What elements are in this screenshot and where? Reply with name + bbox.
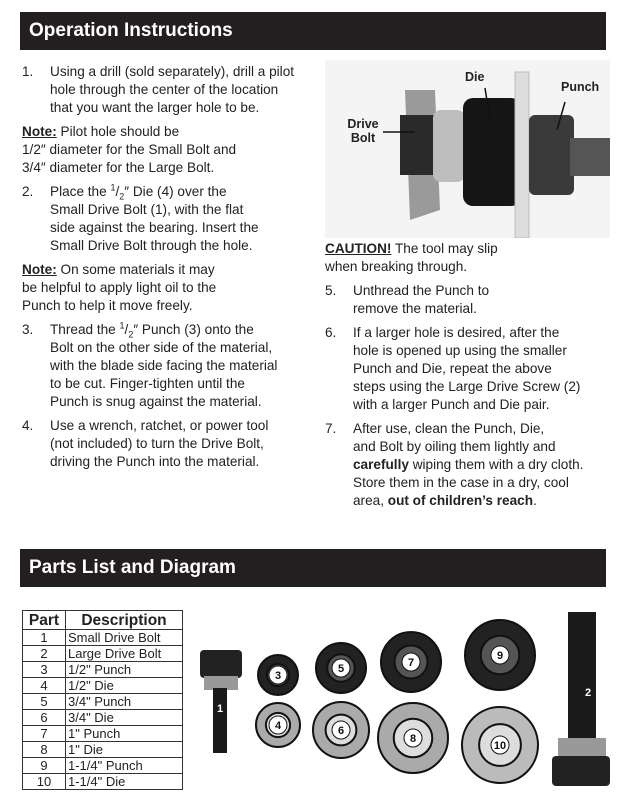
text-line <box>353 456 615 474</box>
text-segment: CAUTION! <box>325 241 392 256</box>
tool-usage-photo <box>325 60 610 238</box>
step-number: 3. <box>22 322 34 337</box>
text-segment: and Bolt by oiling them lightly and <box>353 439 556 454</box>
table-row <box>23 694 183 710</box>
text-segment: 1/2″ diameter for the Small Bolt and <box>22 142 237 157</box>
text-segment: with a larger Punch and Die pair. <box>353 397 550 412</box>
bolt-bearing <box>558 738 606 758</box>
text-line <box>22 159 322 177</box>
text-segment: Punch is snug against the material. <box>50 394 262 409</box>
part-description: Large Drive Bolt <box>66 646 183 662</box>
text-segment: Note: <box>22 124 57 139</box>
text-segment: Punch to help it move freely. <box>22 298 193 313</box>
table-row <box>23 726 183 742</box>
text-segment: 1 <box>110 182 116 193</box>
instruction-step <box>22 183 322 255</box>
text-segment: 1 <box>119 320 125 331</box>
table-row <box>23 710 183 726</box>
part-description: Small Drive Bolt <box>66 630 183 646</box>
part-description: 1/2" Die <box>66 678 183 694</box>
text-line <box>50 357 322 375</box>
part-label: 3 <box>274 670 282 682</box>
small-drive-bolt-head <box>200 650 242 678</box>
section-title: Parts List and Diagram <box>29 557 236 578</box>
part-label: 6 <box>337 725 345 737</box>
text-segment: with the blade side facing the material <box>50 358 278 373</box>
part-description: 1-1/4" Punch <box>66 758 183 774</box>
text-segment: On some materials it may <box>56 262 215 277</box>
text-segment: to be cut. Finger-tighten until the <box>50 376 245 391</box>
part-number: 1 <box>23 630 66 646</box>
text-line <box>353 282 615 300</box>
part-label: 5 <box>337 663 345 675</box>
instruction-step <box>325 420 615 510</box>
part-description: 1" Punch <box>66 726 183 742</box>
instructions-left-column <box>22 63 322 477</box>
text-segment: 3/4″ diameter for the Large Bolt. <box>22 160 215 175</box>
part-label: 9 <box>496 650 504 662</box>
table-row <box>23 742 183 758</box>
text-segment: side against the bearing. Insert the <box>50 220 259 235</box>
text-segment: ″ Punch (3) onto the <box>133 322 254 337</box>
part-number: 3 <box>23 662 66 678</box>
text-segment: be helpful to apply light oil to the <box>22 280 217 295</box>
part-description: 3/4" Die <box>66 710 183 726</box>
col-header-description: Description <box>66 611 183 630</box>
text-line <box>50 201 322 219</box>
text-segment: when breaking through. <box>325 259 468 274</box>
text-segment: Thread the <box>50 322 120 337</box>
text-segment: steps using the Large Drive Screw (2) <box>353 379 581 394</box>
table-row <box>23 646 183 662</box>
part-label: 4 <box>274 720 282 732</box>
text-segment: After use, clean the Punch, Die, <box>353 421 545 436</box>
text-segment: Using a drill (sold separately), drill a pilot <box>50 64 295 79</box>
text-segment: wiping them with a dry cloth. <box>408 457 584 472</box>
text-segment: The tool may slip <box>391 241 498 256</box>
part-number: 8 <box>23 742 66 758</box>
instruction-step <box>325 282 615 318</box>
part-label: 7 <box>407 657 415 669</box>
part-number: 2 <box>23 646 66 662</box>
part-number: 7 <box>23 726 66 742</box>
text-line <box>22 261 322 279</box>
text-segment: out of children’s reach <box>387 493 534 508</box>
text-segment: Pilot hole should be <box>56 124 180 139</box>
part-label: 8 <box>409 733 417 745</box>
text-segment: (not included) to turn the Drive Bolt, <box>50 436 264 451</box>
text-line <box>353 324 615 342</box>
part-description: 1/2" Punch <box>66 662 183 678</box>
note <box>22 123 322 177</box>
text-line <box>22 297 322 315</box>
label-die: Die <box>465 70 485 84</box>
text-segment: Store them in the case in a dry, cool <box>353 475 569 490</box>
label-drive-bolt: Drive Bolt <box>347 117 379 145</box>
text-segment: carefully <box>353 457 409 472</box>
step-number: 6. <box>325 325 337 340</box>
instruction-step <box>325 324 615 414</box>
text-line <box>353 438 615 456</box>
text-segment: 2 <box>119 191 125 202</box>
text-line <box>50 81 322 99</box>
text-line <box>353 360 615 378</box>
text-line <box>353 420 615 438</box>
part-label: 2 <box>584 687 592 699</box>
text-segment: Use a wrench, ratchet, or power tool <box>50 418 269 433</box>
text-line <box>50 339 322 357</box>
text-segment: If a larger hole is desired, after the <box>353 325 560 340</box>
instruction-step <box>22 417 322 471</box>
large-drive-bolt-shaft <box>568 612 596 742</box>
text-line <box>50 375 322 393</box>
table-row <box>23 678 183 694</box>
part-label: 1 <box>216 703 224 715</box>
part-number: 10 <box>23 774 66 790</box>
table-row <box>23 630 183 646</box>
parts-diagram <box>190 600 622 800</box>
text-line <box>50 417 322 435</box>
section-header-parts <box>20 549 606 587</box>
text-line <box>22 123 322 141</box>
label-punch: Punch <box>561 80 600 94</box>
section-header-operation <box>20 12 606 50</box>
instruction-step <box>22 63 322 117</box>
text-line <box>22 141 322 159</box>
text-line <box>50 219 322 237</box>
text-segment: 2 <box>128 329 134 340</box>
text-segment: Place the <box>50 184 111 199</box>
text-segment: ″ Die (4) over the <box>124 184 227 199</box>
step-number: 4. <box>22 418 34 433</box>
text-line <box>325 240 615 258</box>
instruction-step <box>22 321 322 411</box>
step-number: 7. <box>325 421 337 436</box>
table-row <box>23 758 183 774</box>
text-segment: Bolt on the other side of the material, <box>50 340 273 355</box>
part-label: 10 <box>493 740 507 752</box>
text-segment: Small Drive Bolt (1), with the flat <box>50 202 244 217</box>
note <box>325 240 615 276</box>
part-number: 4 <box>23 678 66 694</box>
text-line <box>22 279 322 297</box>
step-number: 2. <box>22 184 34 199</box>
text-segment: that you want the larger hole to be. <box>50 100 260 115</box>
part-description: 1-1/4" Die <box>66 774 183 790</box>
part-description: 1" Die <box>66 742 183 758</box>
part-number: 6 <box>23 710 66 726</box>
text-segment: Punch and Die, repeat the above <box>353 361 552 376</box>
text-line <box>50 321 322 339</box>
note <box>22 261 322 315</box>
text-segment: driving the Punch into the material. <box>50 454 260 469</box>
table-row <box>23 662 183 678</box>
text-segment: remove the material. <box>353 301 477 316</box>
bolt-bearing <box>204 676 238 690</box>
text-segment: / <box>115 184 120 199</box>
text-line <box>50 453 322 471</box>
text-segment: Unthread the Punch to <box>353 283 490 298</box>
text-line <box>50 393 322 411</box>
text-line <box>50 99 322 117</box>
text-line <box>353 342 615 360</box>
part-description: 3/4" Punch <box>66 694 183 710</box>
instructions-right-column <box>325 240 615 516</box>
small-drive-bolt-shaft <box>213 688 227 753</box>
step-number: 5. <box>325 283 337 298</box>
text-line <box>353 378 615 396</box>
text-line <box>325 258 615 276</box>
part-number: 9 <box>23 758 66 774</box>
col-header-part: Part <box>23 611 66 630</box>
text-segment: hole is opened up using the smaller <box>353 343 567 358</box>
text-line <box>353 300 615 318</box>
text-line <box>50 237 322 255</box>
text-segment: Note: <box>22 262 57 277</box>
text-segment: area, <box>353 493 388 508</box>
text-line <box>50 63 322 81</box>
text-segment: hole through the center of the location <box>50 82 279 97</box>
text-segment: Small Drive Bolt through the hole. <box>50 238 253 253</box>
section-title: Operation Instructions <box>29 20 233 41</box>
part-number: 5 <box>23 694 66 710</box>
large-drive-bolt-head <box>552 756 610 786</box>
text-line <box>50 183 322 201</box>
step-number: 1. <box>22 64 34 79</box>
text-line <box>353 474 615 492</box>
table-row <box>23 774 183 790</box>
parts-table <box>22 610 183 790</box>
text-line <box>353 492 615 510</box>
text-line <box>50 435 322 453</box>
text-segment: / <box>124 322 129 337</box>
text-segment: . <box>533 493 537 508</box>
text-line <box>353 396 615 414</box>
